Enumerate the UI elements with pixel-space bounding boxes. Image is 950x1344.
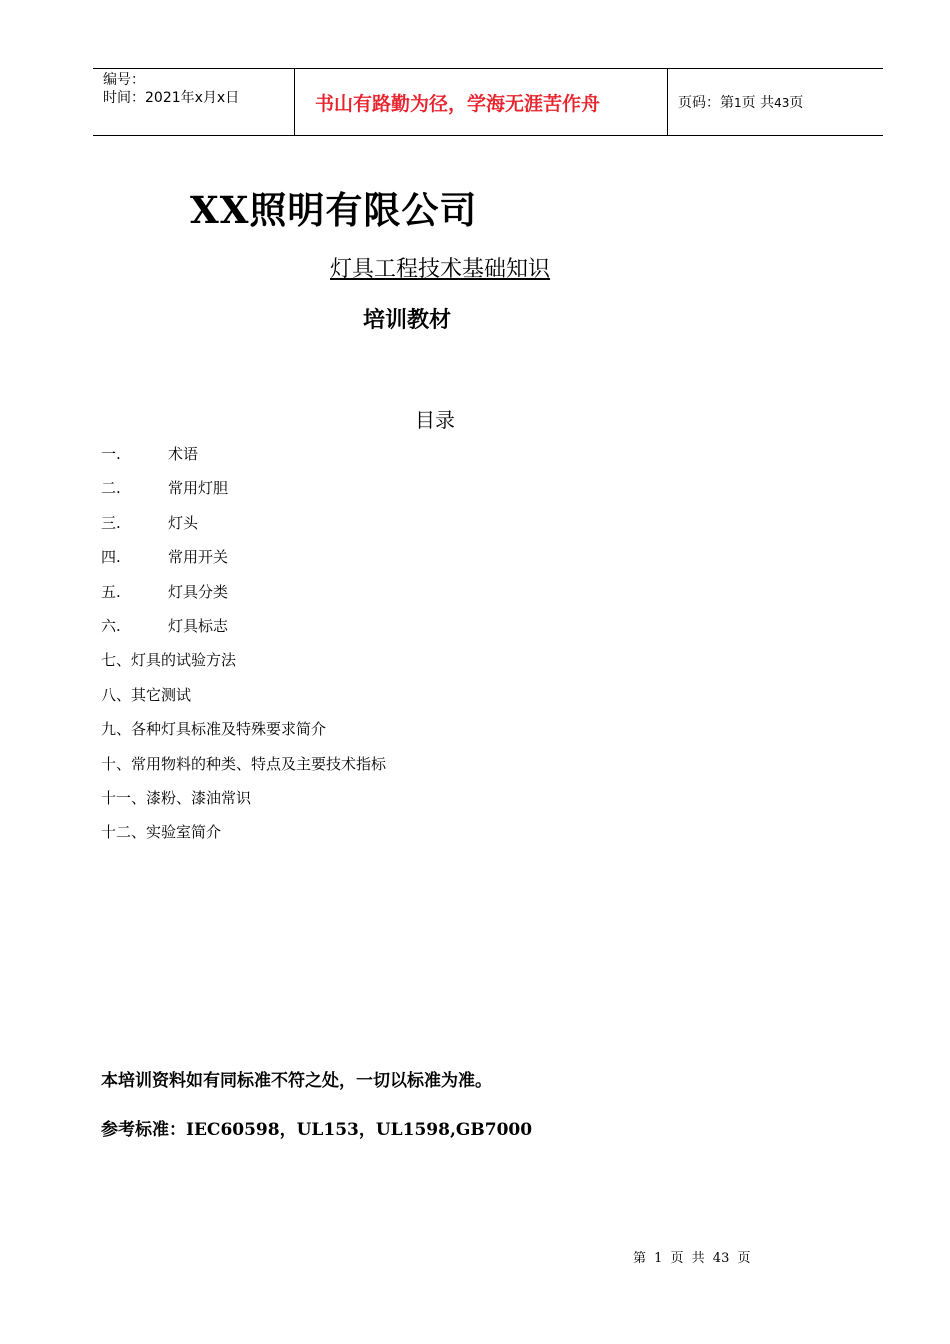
- time-label: 时间：2021年x月x日: [103, 90, 240, 106]
- toc-item-label: 常用开关: [168, 548, 229, 567]
- toc-item-index: 二.: [101, 479, 121, 498]
- toc-item-index: 一.: [101, 445, 121, 463]
- code-label: 编号：: [103, 72, 145, 88]
- reference-standards: 参考标准：IEC60598，UL153，UL1598,GB7000: [101, 1120, 533, 1140]
- toc-item-index: 三.: [101, 513, 121, 532]
- header-meta: [103, 71, 239, 107]
- toc-item: [101, 443, 386, 477]
- toc-item: [101, 753, 386, 787]
- toc-item-index: 五.: [101, 582, 121, 601]
- document-subtitle-2: 培训教材: [363, 307, 452, 333]
- toc-item-index: 六.: [101, 616, 121, 635]
- page-current: 1: [734, 96, 742, 110]
- toc-item-label: 十、常用物料的种类、特点及主要技术指标: [101, 754, 387, 773]
- toc-item-label: 十二、实验室简介: [101, 823, 222, 842]
- toc-item-label: 灯具标志: [168, 616, 229, 635]
- header-divider: [294, 69, 295, 135]
- toc-item-label: 术语: [168, 445, 199, 463]
- disclaimer-note: 本培训资料如有同标准不符之处，一切以标准为准。: [101, 1071, 492, 1091]
- toc-item-label: 九、各种灯具标准及特殊要求简介: [101, 720, 327, 739]
- header-motto: 书山有路勤为径，学海无涯苦作舟: [315, 93, 601, 115]
- page-mid: 页 共: [741, 95, 775, 111]
- toc-item-label: 七、灯具的试验方法: [101, 651, 237, 670]
- toc-item-label: 十一、漆粉、漆油常识: [101, 788, 252, 807]
- toc-item: [101, 821, 386, 855]
- page-total: 43: [774, 96, 790, 110]
- toc-item: [101, 512, 386, 546]
- toc-item: [101, 718, 386, 752]
- toc-heading: 目录: [415, 408, 455, 432]
- page-footer: 第 1 页 共 43 页: [633, 1251, 751, 1266]
- page-header: [93, 68, 883, 136]
- toc-item: [101, 787, 386, 821]
- table-of-contents: [101, 443, 386, 856]
- company-title: XX照明有限公司: [190, 188, 478, 232]
- document-subtitle: 灯具工程技术基础知识: [330, 257, 551, 282]
- header-divider: [667, 69, 668, 135]
- toc-item: [101, 684, 386, 718]
- toc-item-label: 八、其它测试: [101, 685, 192, 704]
- toc-item: [101, 477, 386, 511]
- toc-item: [101, 649, 386, 683]
- toc-item: [101, 546, 386, 580]
- page-prefix: 页码：第: [678, 95, 734, 111]
- header-page-info: [678, 92, 803, 112]
- toc-item: [101, 581, 386, 615]
- toc-item-label: 灯头: [168, 513, 199, 532]
- page-suffix: 页: [789, 95, 804, 111]
- toc-item-label: 灯具分类: [168, 582, 229, 601]
- toc-item-label: 常用灯胆: [168, 479, 229, 498]
- toc-item-index: 四.: [101, 548, 121, 567]
- toc-item: [101, 615, 386, 649]
